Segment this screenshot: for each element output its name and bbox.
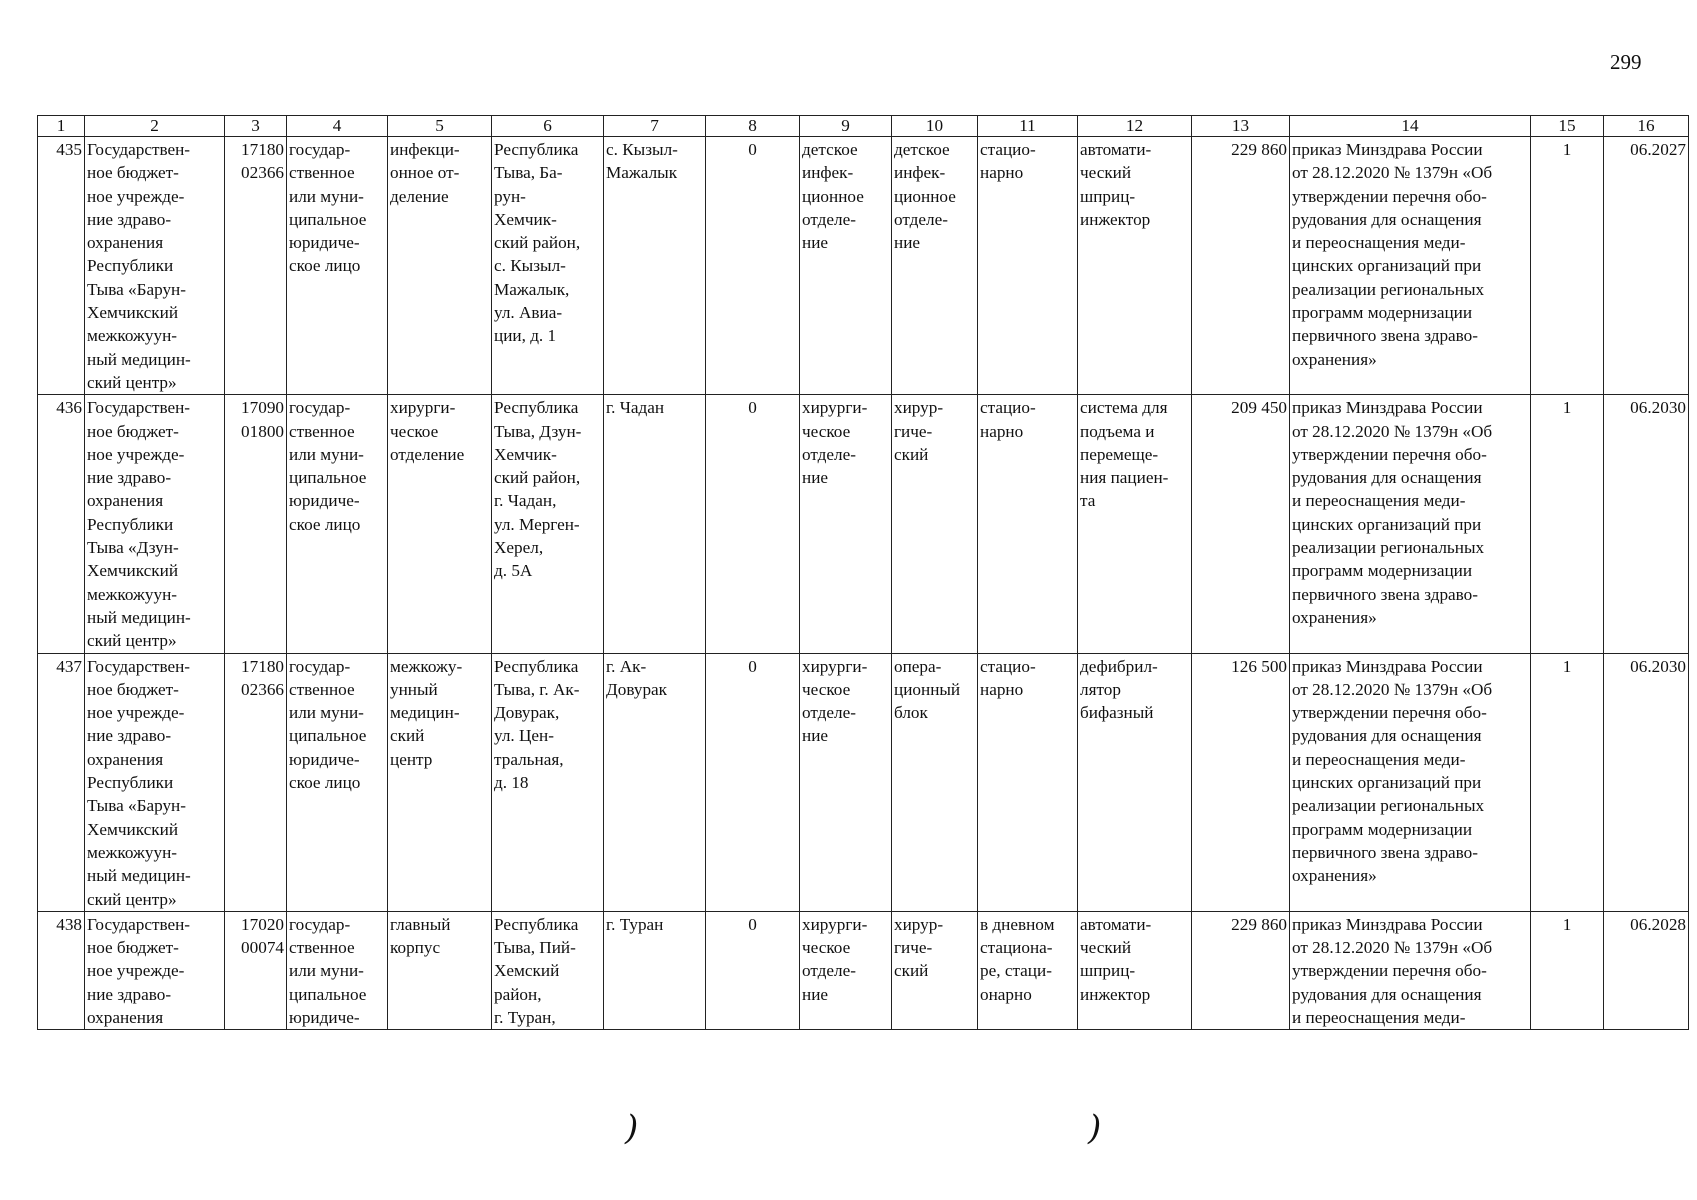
organization-name-line: Республики: [87, 773, 174, 793]
equipment-name-line: ческий: [1080, 163, 1132, 183]
organization-name-line: ние здраво-: [87, 984, 172, 1004]
address: [492, 137, 604, 395]
organization-name-line: ский центр»: [87, 889, 177, 909]
organization-name-line: ное бюджет-: [87, 938, 179, 958]
structural-unit-line: корпус: [390, 938, 441, 958]
subdepartment-line: инфек-: [894, 163, 946, 183]
equipment-name-line: лятор: [1080, 679, 1121, 699]
legal-entity-type: [287, 395, 388, 653]
column-number: 6: [492, 116, 604, 137]
address-line: район,: [494, 984, 542, 1004]
regulatory-order-line: цинских организаций при: [1292, 256, 1482, 276]
organization-name-line: Тыва «Барун-: [87, 796, 186, 816]
price: 209 450: [1192, 395, 1290, 653]
address-line: ул. Мерген-: [494, 514, 580, 534]
organization-name-line: ное учрежде-: [87, 961, 185, 981]
regulatory-order-line: утверждении перечня обо-: [1292, 703, 1487, 723]
handwritten-mark: ): [1088, 1108, 1102, 1148]
care-form: [978, 395, 1078, 653]
regulatory-order-line: рудования для оснащения: [1292, 984, 1482, 1004]
organization-name-line: ский центр»: [87, 631, 177, 651]
equipment-name: [1078, 911, 1192, 1029]
organization-name-line: охранения: [87, 491, 164, 511]
legal-entity-type-line: ственное: [289, 163, 355, 183]
organization-name-line: ный медицин-: [87, 349, 191, 369]
subdepartment-line: хирур-: [894, 398, 944, 418]
organization-name-line: Хемчикский: [87, 561, 179, 581]
locality-line: г. Чадан: [606, 398, 665, 418]
regulatory-order: [1290, 395, 1531, 653]
address-line: г. Туран,: [494, 1007, 556, 1027]
regulatory-order-line: приказ Минздрава России: [1292, 656, 1483, 676]
legal-entity-type-line: государ-: [289, 140, 351, 159]
organization-name-line: Государствен-: [87, 914, 191, 934]
legal-entity-type-line: государ-: [289, 398, 351, 418]
organization-code-line: 17020: [241, 914, 284, 934]
care-form-line: стацио-: [980, 656, 1036, 676]
regulatory-order-line: программ модернизации: [1292, 303, 1473, 323]
department-line: инфек-: [802, 163, 854, 183]
department-line: ческое: [802, 938, 851, 958]
subdepartment-line: ние: [894, 233, 921, 253]
organization-name-line: ние здраво-: [87, 726, 172, 746]
address-line: ул. Цен-: [494, 726, 554, 746]
address-line: Республика: [494, 656, 579, 676]
care-form-line: онарно: [980, 984, 1032, 1004]
column-number: 4: [287, 116, 388, 137]
structural-unit-line: центр: [390, 749, 433, 769]
organization-code: [225, 653, 287, 911]
organization-name: [85, 137, 225, 395]
organization-code-line: 17180: [241, 656, 284, 676]
regulatory-order-line: первичного звена здраво-: [1292, 842, 1478, 862]
care-form: [978, 653, 1078, 911]
price: 229 860: [1192, 911, 1290, 1029]
equipment-name-line: бифазный: [1080, 703, 1154, 723]
regulatory-order-line: первичного звена здраво-: [1292, 326, 1478, 346]
organization-name-line: ное бюджет-: [87, 679, 179, 699]
legal-entity-type-line: ципальное: [289, 209, 367, 229]
address-line: Республика: [494, 140, 579, 159]
column-number: 1: [38, 116, 85, 137]
address-line: Тыва, г. Ак-: [494, 679, 580, 699]
regulatory-order-line: реализации региональных: [1292, 796, 1485, 816]
column-8-value: 0: [706, 395, 800, 653]
regulatory-order-line: охранения»: [1292, 607, 1377, 627]
subdepartment-line: отделе-: [894, 209, 948, 229]
organization-name: [85, 653, 225, 911]
table-row: [38, 911, 1689, 1029]
quantity: 1: [1531, 395, 1604, 653]
regulatory-order-line: и переоснащения меди-: [1292, 491, 1466, 511]
column-number: 3: [225, 116, 287, 137]
equipment-name-line: шприц-: [1080, 186, 1136, 206]
equipment-name-line: подъема и: [1080, 421, 1155, 441]
address-line: Довурак,: [494, 703, 560, 723]
department-line: хирурги-: [802, 914, 868, 934]
page-number: 299: [1610, 50, 1642, 74]
structural-unit-line: медицин-: [390, 703, 460, 723]
locality-line: Мажалык: [606, 163, 678, 183]
legal-entity-type-line: или муни-: [289, 186, 364, 206]
department-line: отделе-: [802, 209, 856, 229]
equipment-name-line: перемеще-: [1080, 444, 1159, 464]
row-number: 435: [38, 137, 85, 395]
equipment-name-line: дефибрил-: [1080, 656, 1158, 676]
address-line: Хемчик-: [494, 209, 557, 229]
regulatory-order-line: реализации региональных: [1292, 538, 1485, 558]
subdepartment: [892, 653, 978, 911]
structural-unit-line: унный: [390, 679, 438, 699]
legal-entity-type-line: ское лицо: [289, 773, 361, 793]
address-line: Тыва, Ба-: [494, 163, 563, 183]
address-line: д. 18: [494, 773, 529, 793]
address-line: Мажалык,: [494, 279, 570, 299]
regulatory-order: [1290, 911, 1531, 1029]
column-number: 14: [1290, 116, 1531, 137]
subdepartment: [892, 911, 978, 1029]
address: [492, 395, 604, 653]
organization-name-line: охранения: [87, 1007, 164, 1027]
column-number: 7: [604, 116, 706, 137]
column-8-value: 0: [706, 911, 800, 1029]
regulatory-order-line: от 28.12.2020 № 1379н «Об: [1292, 938, 1493, 958]
organization-code-line: 02366: [241, 679, 284, 699]
legal-entity-type: [287, 911, 388, 1029]
regulatory-order-line: приказ Минздрава России: [1292, 398, 1483, 418]
subdepartment-line: гиче-: [894, 938, 933, 958]
equipment-name-line: инжектор: [1080, 984, 1151, 1004]
organization-code: [225, 137, 287, 395]
address-line: Республика: [494, 398, 579, 418]
organization-name-line: ное бюджет-: [87, 163, 179, 183]
legal-entity-type-line: ственное: [289, 421, 355, 441]
regulatory-order-line: утверждении перечня обо-: [1292, 186, 1487, 206]
care-form: [978, 911, 1078, 1029]
equipment-name-line: ния пациен-: [1080, 468, 1169, 488]
column-number-row: [38, 116, 1689, 137]
register-body: [38, 137, 1689, 1030]
column-number: 2: [85, 116, 225, 137]
legal-entity-type-line: ское лицо: [289, 256, 361, 276]
equipment-name: [1078, 395, 1192, 653]
care-form-line: нарно: [980, 679, 1024, 699]
organization-name-line: Государствен-: [87, 140, 191, 159]
department-line: ционное: [802, 186, 864, 206]
organization-code-line: 02366: [241, 163, 284, 183]
table-row: [38, 137, 1689, 395]
structural-unit: [388, 137, 492, 395]
locality-line: г. Ак-: [606, 656, 647, 676]
legal-entity-type-line: ственное: [289, 679, 355, 699]
care-form: [978, 137, 1078, 395]
handwritten-mark: ): [625, 1108, 639, 1148]
organization-name-line: Тыва «Барун-: [87, 279, 186, 299]
department-line: отделе-: [802, 444, 856, 464]
equipment-name-line: та: [1080, 491, 1096, 511]
column-8-value: 0: [706, 653, 800, 911]
planned-date: 06.2030: [1604, 395, 1689, 653]
regulatory-order: [1290, 137, 1531, 395]
planned-date: 06.2030: [1604, 653, 1689, 911]
legal-entity-type-line: ципальное: [289, 984, 367, 1004]
column-number: 16: [1604, 116, 1689, 137]
legal-entity-type: [287, 137, 388, 395]
department: [800, 395, 892, 653]
locality: [604, 911, 706, 1029]
planned-date: 06.2027: [1604, 137, 1689, 395]
regulatory-order-line: рудования для оснащения: [1292, 209, 1482, 229]
organization-name-line: ное учрежде-: [87, 444, 185, 464]
address-line: ции, д. 1: [494, 326, 557, 346]
planned-date: 06.2028: [1604, 911, 1689, 1029]
structural-unit: [388, 653, 492, 911]
regulatory-order-line: рудования для оснащения: [1292, 726, 1482, 746]
structural-unit: [388, 395, 492, 653]
legal-entity-type-line: юридиче-: [289, 233, 360, 253]
organization-name-line: ное бюджет-: [87, 421, 179, 441]
department-line: ние: [802, 726, 829, 746]
address-line: г. Чадан,: [494, 491, 557, 511]
organization-name-line: межкожуун-: [87, 584, 178, 604]
legal-entity-type: [287, 653, 388, 911]
care-form-line: стациона-: [980, 938, 1053, 958]
organization-name-line: ное учрежде-: [87, 703, 185, 723]
legal-entity-type-line: ципальное: [289, 726, 367, 746]
column-8-value: 0: [706, 137, 800, 395]
structural-unit-line: инфекци-: [390, 140, 460, 159]
organization-name-line: межкожуун-: [87, 842, 178, 862]
quantity: 1: [1531, 653, 1604, 911]
organization-name-line: Государствен-: [87, 656, 191, 676]
subdepartment-line: детское: [894, 140, 950, 159]
organization-name-line: ский центр»: [87, 372, 177, 392]
regulatory-order-line: от 28.12.2020 № 1379н «Об: [1292, 679, 1493, 699]
regulatory-order-line: первичного звена здраво-: [1292, 584, 1478, 604]
organization-code-line: 17090: [241, 398, 284, 418]
organization-name-line: межкожуун-: [87, 326, 178, 346]
legal-entity-type-line: или муни-: [289, 703, 364, 723]
organization-name-line: Хемчикский: [87, 819, 179, 839]
department-line: хирурги-: [802, 656, 868, 676]
organization-name-line: Республики: [87, 514, 174, 534]
structural-unit-line: деление: [390, 186, 449, 206]
legal-entity-type-line: юридиче-: [289, 491, 360, 511]
subdepartment-line: блок: [894, 703, 928, 723]
subdepartment: [892, 137, 978, 395]
regulatory-order-line: приказ Минздрава России: [1292, 140, 1483, 159]
care-form-line: нарно: [980, 421, 1024, 441]
column-number: 8: [706, 116, 800, 137]
table-row: [38, 653, 1689, 911]
address-line: Хемчик-: [494, 444, 557, 464]
structural-unit-line: главный: [390, 914, 451, 934]
regulatory-order-line: утверждении перечня обо-: [1292, 961, 1487, 981]
department-line: ние: [802, 233, 829, 253]
address-line: рун-: [494, 186, 526, 206]
regulatory-order-line: от 28.12.2020 № 1379н «Об: [1292, 421, 1493, 441]
subdepartment: [892, 395, 978, 653]
organization-code-line: 00074: [241, 938, 284, 958]
legal-entity-type-line: юридиче-: [289, 749, 360, 769]
subdepartment-line: ционное: [894, 186, 956, 206]
address: [492, 653, 604, 911]
column-number: 5: [388, 116, 492, 137]
department-line: ние: [802, 984, 829, 1004]
structural-unit-line: межкожу-: [390, 656, 463, 676]
organization-name-line: охранения: [87, 233, 164, 253]
organization-name: [85, 395, 225, 653]
structural-unit-line: онное от-: [390, 163, 460, 183]
address-line: Республика: [494, 914, 579, 934]
organization-name: [85, 911, 225, 1029]
regulatory-order: [1290, 653, 1531, 911]
department: [800, 137, 892, 395]
care-form-line: стацио-: [980, 398, 1036, 418]
address: [492, 911, 604, 1029]
subdepartment-line: ционный: [894, 679, 961, 699]
column-number: 13: [1192, 116, 1290, 137]
department: [800, 653, 892, 911]
organization-name-line: ние здраво-: [87, 209, 172, 229]
row-number: 436: [38, 395, 85, 653]
regulatory-order-line: программ модернизации: [1292, 819, 1473, 839]
legal-entity-type-line: ственное: [289, 938, 355, 958]
address-line: тральная,: [494, 749, 564, 769]
address-line: ул. Авиа-: [494, 303, 563, 323]
care-form-line: ре, стаци-: [980, 961, 1052, 981]
care-form-line: в дневном: [980, 914, 1055, 934]
regulatory-order-line: программ модернизации: [1292, 561, 1473, 581]
organization-code: [225, 911, 287, 1029]
legal-entity-type-line: или муни-: [289, 961, 364, 981]
row-number: 438: [38, 911, 85, 1029]
department-line: детское: [802, 140, 858, 159]
address-line: Тыва, Пий-: [494, 938, 576, 958]
regulatory-order-line: цинских организаций при: [1292, 773, 1482, 793]
column-number: 11: [978, 116, 1078, 137]
organization-code-line: 01800: [241, 421, 284, 441]
regulatory-order-line: и переоснащения меди-: [1292, 233, 1466, 253]
department-line: ние: [802, 468, 829, 488]
regulatory-order-line: и переоснащения меди-: [1292, 749, 1466, 769]
regulatory-order-line: охранения»: [1292, 349, 1377, 369]
equipment-name-line: инжектор: [1080, 209, 1151, 229]
address-line: Хемский: [494, 961, 560, 981]
column-number: 10: [892, 116, 978, 137]
organization-name-line: ный медицин-: [87, 607, 191, 627]
regulatory-order-line: охранения»: [1292, 866, 1377, 886]
locality-line: Довурак: [606, 679, 668, 699]
address-line: д. 5А: [494, 561, 533, 581]
subdepartment-line: хирур-: [894, 914, 944, 934]
equipment-name-line: автомати-: [1080, 140, 1152, 159]
structural-unit-line: отделение: [390, 444, 465, 464]
equipment-name-line: шприц-: [1080, 961, 1136, 981]
regulatory-order-line: реализации региональных: [1292, 279, 1485, 299]
care-form-line: нарно: [980, 163, 1024, 183]
table-row: [38, 395, 1689, 653]
legal-entity-type-line: ское лицо: [289, 514, 361, 534]
equipment-name-line: система для: [1080, 398, 1168, 418]
structural-unit-line: ский: [390, 726, 425, 746]
department-line: хирурги-: [802, 398, 868, 418]
organization-name-line: Тыва «Дзун-: [87, 538, 179, 558]
organization-name-line: Государствен-: [87, 398, 191, 418]
column-number: 12: [1078, 116, 1192, 137]
regulatory-order-line: от 28.12.2020 № 1379н «Об: [1292, 163, 1493, 183]
department-line: отделе-: [802, 961, 856, 981]
subdepartment-line: гиче-: [894, 421, 933, 441]
department-line: отделе-: [802, 703, 856, 723]
subdepartment-line: ский: [894, 444, 929, 464]
department: [800, 911, 892, 1029]
subdepartment-line: опера-: [894, 656, 942, 676]
equipment-name-line: ческий: [1080, 938, 1132, 958]
locality: [604, 395, 706, 653]
address-line: Тыва, Дзун-: [494, 421, 582, 441]
legal-entity-type-line: или муни-: [289, 444, 364, 464]
equipment-name-line: автомати-: [1080, 914, 1152, 934]
row-number: 437: [38, 653, 85, 911]
structural-unit-line: ческое: [390, 421, 439, 441]
organization-name-line: Республики: [87, 256, 174, 276]
organization-name-line: ние здраво-: [87, 468, 172, 488]
care-form-line: стацио-: [980, 140, 1036, 159]
legal-entity-type-line: государ-: [289, 914, 351, 934]
department-line: ческое: [802, 421, 851, 441]
equipment-register-table: [37, 115, 1689, 1030]
quantity: 1: [1531, 911, 1604, 1029]
legal-entity-type-line: юридиче-: [289, 1007, 360, 1027]
column-number: 15: [1531, 116, 1604, 137]
structural-unit-line: хирурги-: [390, 398, 456, 418]
legal-entity-type-line: государ-: [289, 656, 351, 676]
locality: [604, 653, 706, 911]
organization-name-line: Хемчикский: [87, 303, 179, 323]
address-line: ский район,: [494, 468, 581, 488]
organization-name-line: охранения: [87, 749, 164, 769]
organization-code: [225, 395, 287, 653]
price: 126 500: [1192, 653, 1290, 911]
organization-name-line: ный медицин-: [87, 866, 191, 886]
legal-entity-type-line: ципальное: [289, 468, 367, 488]
locality: [604, 137, 706, 395]
department-line: ческое: [802, 679, 851, 699]
locality-line: с. Кызыл-: [606, 140, 678, 159]
structural-unit: [388, 911, 492, 1029]
subdepartment-line: ский: [894, 961, 929, 981]
price: 229 860: [1192, 137, 1290, 395]
address-line: с. Кызыл-: [494, 256, 566, 276]
locality-line: г. Туран: [606, 914, 664, 934]
regulatory-order-line: приказ Минздрава России: [1292, 914, 1483, 934]
quantity: 1: [1531, 137, 1604, 395]
regulatory-order-line: и переоснащения меди-: [1292, 1007, 1466, 1027]
column-number: 9: [800, 116, 892, 137]
equipment-name: [1078, 653, 1192, 911]
organization-name-line: ное учрежде-: [87, 186, 185, 206]
address-line: Херел,: [494, 538, 544, 558]
equipment-name: [1078, 137, 1192, 395]
organization-code-line: 17180: [241, 140, 284, 159]
regulatory-order-line: цинских организаций при: [1292, 514, 1482, 534]
address-line: ский район,: [494, 233, 581, 253]
regulatory-order-line: рудования для оснащения: [1292, 468, 1482, 488]
regulatory-order-line: утверждении перечня обо-: [1292, 444, 1487, 464]
